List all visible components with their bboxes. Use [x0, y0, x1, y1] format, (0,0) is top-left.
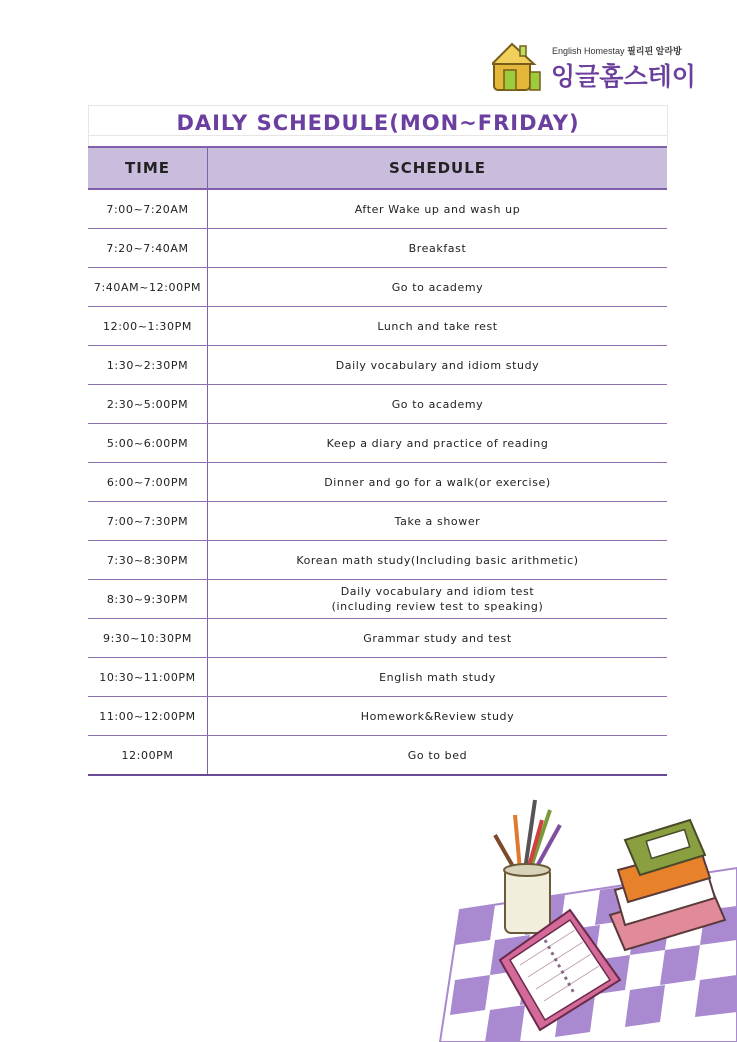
table-row — [88, 619, 667, 658]
table-header-row — [88, 147, 667, 189]
schedule-cell — [208, 307, 668, 346]
time-cell: 2:30~5:00PM — [88, 385, 208, 424]
schedule-cell — [208, 268, 668, 307]
schedule-cell — [208, 619, 668, 658]
pencil-cup-icon — [495, 800, 560, 933]
table-row — [88, 502, 667, 541]
title-box — [88, 105, 668, 136]
schedule-text: Go to bed — [407, 748, 468, 762]
header-time: TIME — [88, 147, 208, 189]
schedule-cell — [208, 736, 668, 776]
schedule-text: Grammar study and test — [363, 631, 512, 645]
logo-wordmark: 잉글홈스테이 — [551, 62, 696, 91]
time-cell: 1:30~2:30PM — [88, 346, 208, 385]
table-row — [88, 541, 667, 580]
logo-subtitle-ko: 필리핀 알라방 — [627, 46, 682, 56]
time-cell: 11:00~12:00PM — [88, 697, 208, 736]
schedule-text: English math study — [379, 670, 496, 684]
schedule-text: Homework&Review study — [360, 709, 515, 723]
time-cell: 9:30~10:30PM — [88, 619, 208, 658]
time-cell: 7:40AM~12:00PM — [88, 268, 208, 307]
schedule-cell — [208, 346, 668, 385]
study-supplies-illustration — [420, 780, 737, 1042]
table-row — [88, 229, 667, 268]
table-row — [88, 385, 667, 424]
time-cell: 7:20~7:40AM — [88, 229, 208, 268]
schedule-cell — [208, 580, 668, 619]
table-row — [88, 424, 667, 463]
schedule-cell — [208, 463, 668, 502]
time-cell: 7:00~7:30PM — [88, 502, 208, 541]
time-cell: 6:00~7:00PM — [88, 463, 208, 502]
schedule-cell — [208, 502, 668, 541]
table-row — [88, 658, 667, 697]
time-cell: 12:00PM — [88, 736, 208, 776]
logo-subtitle-en: English Homestay — [552, 46, 625, 56]
schedule-cell — [208, 229, 668, 268]
time-cell: 5:00~6:00PM — [88, 424, 208, 463]
schedule-cell — [208, 541, 668, 580]
house-logo-icon — [492, 42, 544, 92]
table-row — [88, 346, 667, 385]
table-body — [88, 189, 667, 775]
schedule-text: Take a shower — [394, 514, 481, 528]
time-cell: 7:30~8:30PM — [88, 541, 208, 580]
schedule-cell — [208, 697, 668, 736]
schedule-cell — [208, 424, 668, 463]
schedule-text: Dinner and go for a walk(or exercise) — [324, 475, 551, 489]
schedule-cell — [208, 385, 668, 424]
schedule-cell — [208, 189, 668, 229]
time-cell: 7:00~7:20AM — [88, 189, 208, 229]
table-row — [88, 268, 667, 307]
brand-logo — [492, 40, 696, 96]
schedule-text: Daily vocabulary and idiom study — [335, 358, 540, 372]
table-row — [88, 189, 667, 229]
table-row — [88, 463, 667, 502]
schedule-text-line2: (including review test to speaking) — [331, 600, 544, 613]
schedule-text: Go to academy — [391, 397, 484, 411]
schedule-text: Breakfast — [408, 241, 467, 255]
schedule-text: Lunch and take rest — [377, 319, 498, 333]
schedule-table — [88, 146, 667, 776]
time-cell: 12:00~1:30PM — [88, 307, 208, 346]
header-schedule: SCHEDULE — [208, 147, 668, 189]
title-spacer — [88, 136, 668, 146]
schedule-text: Go to academy — [391, 280, 484, 294]
schedule-text: Daily vocabulary and idiom test — [340, 585, 535, 598]
schedule-text: After Wake up and wash up — [354, 202, 521, 216]
table-row — [88, 736, 667, 776]
table-row — [88, 580, 667, 619]
schedule-text: Korean math study(Including basic arithmetic) — [296, 553, 579, 567]
time-cell: 8:30~9:30PM — [88, 580, 208, 619]
schedule-cell — [208, 658, 668, 697]
time-cell: 10:30~11:00PM — [88, 658, 208, 697]
page-title: DAILY SCHEDULE(MON~FRIDAY) — [176, 111, 580, 135]
table-row — [88, 697, 667, 736]
table-row — [88, 307, 667, 346]
schedule-text: Keep a diary and practice of reading — [326, 436, 549, 450]
